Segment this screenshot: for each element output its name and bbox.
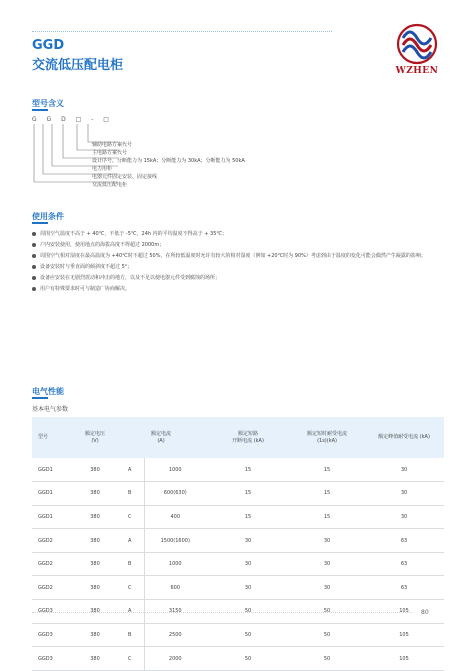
cell-peak: 30 <box>364 505 444 529</box>
cell-model: GGD2 <box>32 576 74 600</box>
header-divider <box>32 31 332 32</box>
cell-variant: C <box>116 647 144 671</box>
cell-voltage: 380 <box>74 505 116 529</box>
col-header-breaking: 额定短路 开断电流 (kA) <box>206 417 290 458</box>
model-label-ac: 交流低压配电柜 <box>92 182 128 188</box>
cell-model: GGD2 <box>32 552 74 576</box>
cell-model: GGD1 <box>32 505 74 529</box>
electrical-rule <box>32 397 48 399</box>
cell-short-time: 50 <box>290 647 364 671</box>
cell-breaking: 15 <box>206 458 290 482</box>
cell-voltage: 380 <box>74 482 116 506</box>
model-label-power: 电力用柜 <box>92 166 113 172</box>
cell-current: 400 <box>144 505 206 529</box>
table-row <box>32 647 444 671</box>
cell-breaking: 30 <box>206 576 290 600</box>
cell-breaking: 30 <box>206 529 290 553</box>
cell-voltage: 380 <box>74 600 116 624</box>
cell-voltage: 380 <box>74 623 116 647</box>
cell-variant: C <box>116 505 144 529</box>
condition-item: 用户有特殊要求时可与制造厂协商解决。 <box>32 285 442 293</box>
product-name-title: 交流低压配电柜 <box>32 58 124 73</box>
cell-breaking: 50 <box>206 600 290 624</box>
condition-item: 设备应安装在无剧烈震动和冲击的地方，以及不足以使电器元件受到腐蚀的场所； <box>32 274 442 282</box>
cell-model: GGD1 <box>32 482 74 506</box>
cell-model: GGD2 <box>32 529 74 553</box>
cell-peak: 30 <box>364 482 444 506</box>
cell-peak: 30 <box>364 458 444 482</box>
cell-short-time: 30 <box>290 529 364 553</box>
table-row <box>32 552 444 576</box>
table-row <box>32 458 444 482</box>
page-header <box>0 0 468 92</box>
conditions-title: 使用条件 <box>32 212 64 221</box>
cell-peak: 63 <box>364 529 444 553</box>
cell-current: 1500(1600) <box>144 529 206 553</box>
col-header-peak: 额定峰值耐受电流 (kA) <box>364 417 444 458</box>
conditions-list <box>32 230 442 296</box>
cell-model: GGD3 <box>32 623 74 647</box>
cell-model: GGD3 <box>32 600 74 624</box>
table-row <box>32 529 444 553</box>
cell-current: 600(630) <box>144 482 206 506</box>
cell-peak: 63 <box>364 552 444 576</box>
model-label-fixed: 电器元件固定安装、固定接线 <box>92 174 158 180</box>
model-label-aux: 辅助电路方案代号 <box>92 142 133 148</box>
cell-current: 2500 <box>144 623 206 647</box>
cell-voltage: 380 <box>74 552 116 576</box>
cell-voltage: 380 <box>74 458 116 482</box>
cell-current: 600 <box>144 576 206 600</box>
brand-logo <box>392 22 442 82</box>
cell-breaking: 30 <box>206 552 290 576</box>
cell-variant: C <box>116 576 144 600</box>
cell-short-time: 15 <box>290 505 364 529</box>
cell-peak: 105 <box>364 647 444 671</box>
table-row <box>32 576 444 600</box>
cell-peak: 105 <box>364 623 444 647</box>
table-row <box>32 505 444 529</box>
model-meaning-title: 型号含义 <box>32 99 64 108</box>
condition-item: 周围空气相对湿度在最高温度为 +40℃时不超过 50%，在所较低温度时允许有较大的相对湿度（例如 +20℃时为 90%）考虑到由于温度的变化可能会偶然产生凝露的影响； <box>32 252 442 260</box>
condition-item: 周围空气温度不高于 + 40℃，不低于 -5℃，24h 内的平均温度不得高于 + 35℃； <box>32 230 442 238</box>
table-row <box>32 623 444 647</box>
product-code-title: GGD <box>32 38 65 53</box>
cell-short-time: 30 <box>290 552 364 576</box>
cell-variant: A <box>116 600 144 624</box>
cell-voltage: 380 <box>74 647 116 671</box>
table-header-row <box>32 417 444 458</box>
cell-short-time: 15 <box>290 482 364 506</box>
col-header-short-time: 额定短时耐受电流 (1s)(kA) <box>290 417 364 458</box>
cell-voltage: 380 <box>74 529 116 553</box>
model-label-main: 主电路方案代号 <box>92 150 128 156</box>
cell-breaking: 15 <box>206 505 290 529</box>
conditions-rule <box>32 222 48 224</box>
cell-peak: 105 <box>364 600 444 624</box>
condition-item: 户内安装使用，使用地点的海拔高度不得超过 2000m； <box>32 241 442 249</box>
cell-variant: B <box>116 482 144 506</box>
footer-divider <box>32 612 412 613</box>
model-label-design: 设计序号，分断能力为 15kA；分断能力为 30kA；分断能力为 50kA <box>92 158 245 164</box>
cell-model: GGD3 <box>32 647 74 671</box>
cell-current: 1000 <box>144 552 206 576</box>
cell-breaking: 15 <box>206 482 290 506</box>
electrical-title: 电气性能 <box>32 387 64 396</box>
cell-variant: A <box>116 529 144 553</box>
cell-current: 3150 <box>144 600 206 624</box>
electrical-params-table <box>32 417 444 671</box>
cell-variant: A <box>116 458 144 482</box>
col-header-current: 额定电流 (A) <box>116 417 206 458</box>
model-meaning-rule <box>32 109 48 111</box>
cell-voltage: 380 <box>74 576 116 600</box>
cell-variant: B <box>116 552 144 576</box>
page-number: 80 <box>421 609 429 616</box>
cell-short-time: 50 <box>290 623 364 647</box>
model-code: G G D □ - □ <box>32 116 113 123</box>
electrical-subtitle: 基本电气参数 <box>32 406 69 413</box>
cell-model: GGD1 <box>32 458 74 482</box>
col-header-voltage: 额定电压 (V) <box>74 417 116 458</box>
cell-current: 2000 <box>144 647 206 671</box>
cell-peak: 63 <box>364 576 444 600</box>
table-row <box>32 482 444 506</box>
condition-item: 设备安装时与垂直面的倾斜度不超过 5°； <box>32 263 442 271</box>
cell-variant: B <box>116 623 144 647</box>
cell-short-time: 30 <box>290 576 364 600</box>
col-header-model: 型号 <box>32 417 74 458</box>
cell-current: 1000 <box>144 458 206 482</box>
cell-breaking: 50 <box>206 623 290 647</box>
brand-logo-icon <box>392 22 442 66</box>
cell-short-time: 15 <box>290 458 364 482</box>
cell-short-time: 50 <box>290 600 364 624</box>
brand-logo-text: WZHEN <box>395 66 439 76</box>
cell-breaking: 50 <box>206 647 290 671</box>
